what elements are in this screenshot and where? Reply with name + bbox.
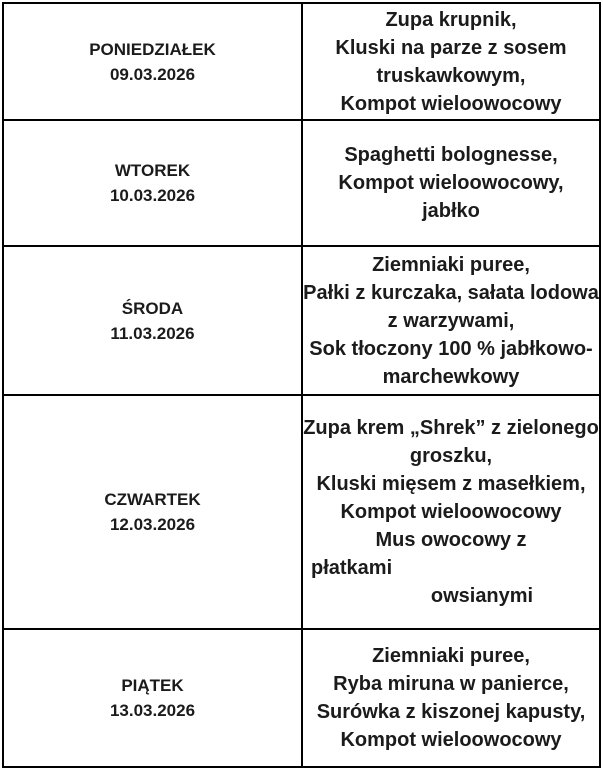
day-label: ŚRODA xyxy=(121,298,184,318)
menu-line: Kompot wieloowocowy xyxy=(340,92,562,115)
menu-cell xyxy=(302,120,600,246)
menu-line: Kompot wieloowocowy xyxy=(340,501,562,523)
day-cell xyxy=(3,395,302,629)
menu-line: Ziemniaki puree, xyxy=(372,253,530,276)
menu-line: Kompot wieloowocowy xyxy=(340,729,562,751)
weekly-menu-table xyxy=(2,2,601,768)
day-label: CZWARTEK xyxy=(104,490,201,509)
date-label: 09.03.2026 xyxy=(109,64,196,84)
menu-line: Zupa krupnik, xyxy=(385,8,517,31)
day-label: WTOREK xyxy=(114,161,191,180)
menu-table-row xyxy=(3,395,600,629)
menu-line: Kluski mięsem z masełkiem, xyxy=(316,473,586,495)
menu-line: Surówka z kiszonej kapusty, xyxy=(316,701,586,723)
menu-line: Mus owocowy z xyxy=(375,529,527,551)
menu-line: truskawkowym, xyxy=(376,64,526,87)
menu-line: Spaghetti bolognesse, xyxy=(344,144,558,166)
menu-line: owsianymi xyxy=(430,585,534,607)
day-cell xyxy=(3,120,302,246)
menu-line: z warzywami, xyxy=(387,309,515,332)
menu-line: Kluski na parze z sosem xyxy=(335,36,567,59)
menu-table-row xyxy=(3,120,600,246)
menu-line: Pałki z kurczaka, sałata lodowa xyxy=(303,281,599,304)
menu-line: Kompot wieloowocowy, xyxy=(338,172,564,194)
menu-cell xyxy=(302,629,600,767)
menu-line: Zupa krem „Shrek” z zielonego xyxy=(303,417,599,439)
day-label: PIĄTEK xyxy=(121,676,184,695)
day-cell xyxy=(3,246,302,395)
date-label: 10.03.2026 xyxy=(109,186,196,205)
day-cell xyxy=(3,3,302,120)
date-label: 12.03.2026 xyxy=(109,515,196,534)
menu-line: płatkami xyxy=(311,557,393,579)
day-cell xyxy=(3,629,302,767)
menu-line: groszku, xyxy=(409,445,493,467)
menu-cell xyxy=(302,3,600,120)
menu-table-row xyxy=(3,3,600,120)
menu-line: Ryba miruna w panierce, xyxy=(333,673,569,695)
date-label: 13.03.2026 xyxy=(109,701,196,720)
menu-cell xyxy=(302,246,600,395)
menu-line: jabłko xyxy=(422,200,480,222)
menu-table-row xyxy=(3,629,600,767)
day-label: PONIEDZIAŁEK xyxy=(89,39,216,59)
menu-cell xyxy=(302,395,600,629)
date-label: 11.03.2026 xyxy=(110,323,195,343)
menu-line: marchewkowy xyxy=(382,365,520,388)
menu-table-row xyxy=(3,246,600,395)
weekly-menu-table-body xyxy=(3,3,600,767)
menu-line: Ziemniaki puree, xyxy=(372,645,530,667)
menu-line: Sok tłoczony 100 % jabłkowo- xyxy=(309,337,593,360)
